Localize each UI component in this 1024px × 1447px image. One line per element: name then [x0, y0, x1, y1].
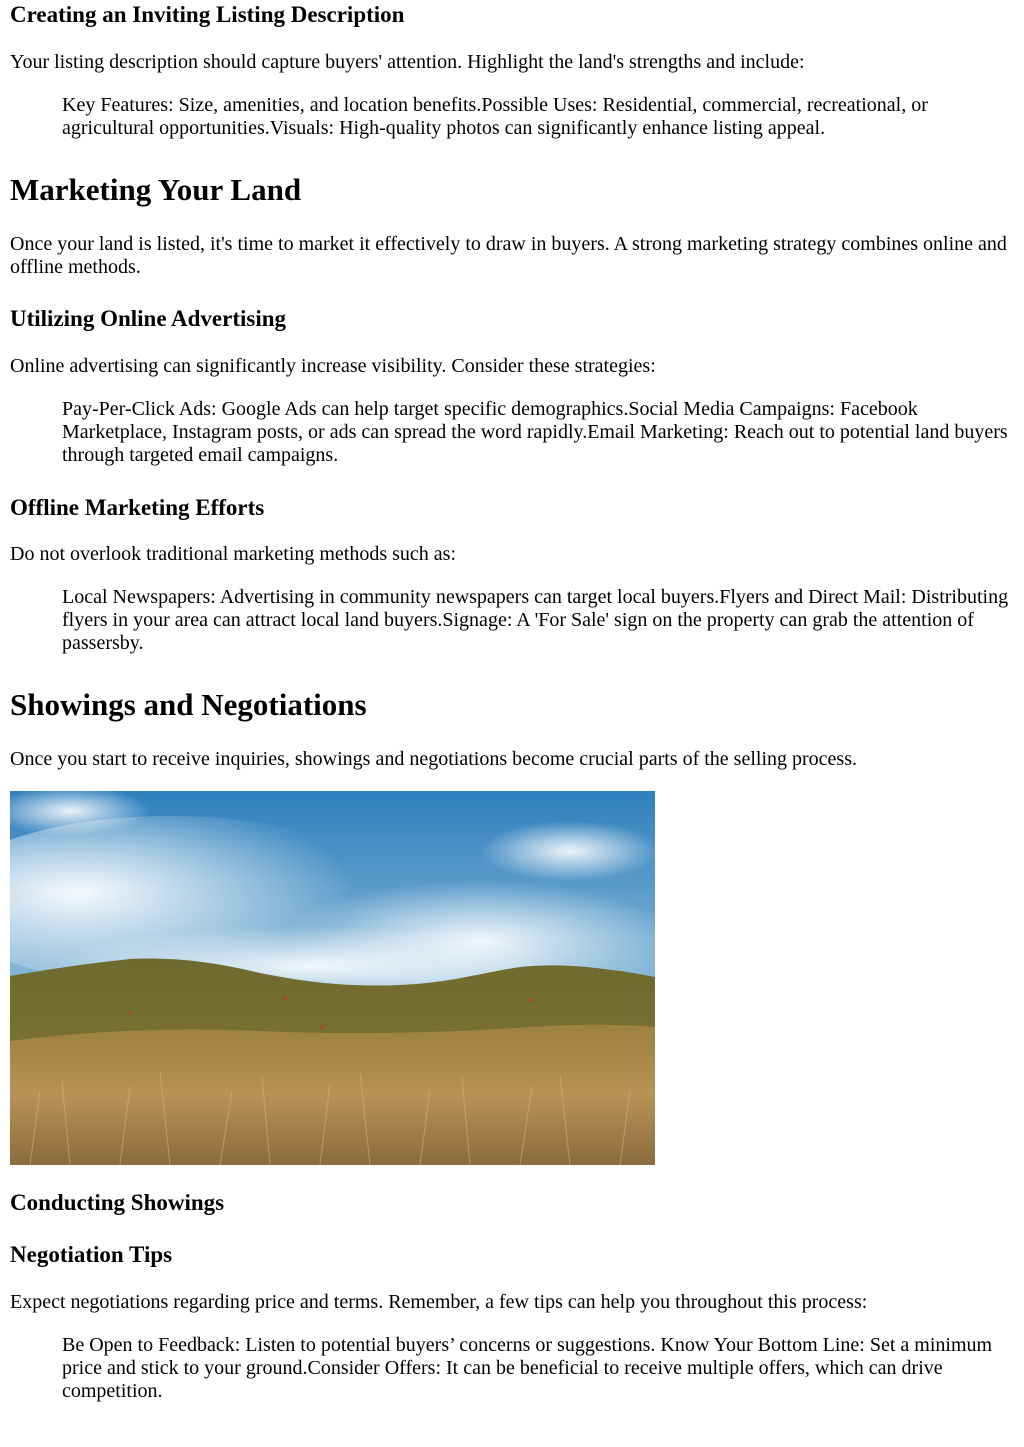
heading-creating-listing: Creating an Inviting Listing Description — [10, 2, 405, 27]
paragraph-marketing: Once your land is listed, it's time to market it effectively to draw in buyers. A strong marketing strategy combines online and offline methods. — [10, 233, 1007, 278]
paragraph-negotiation-tips: Expect negotiations regarding price and terms. Remember, a few tips can help you throughout this process: — [10, 1291, 868, 1313]
grass-field — [10, 1025, 655, 1165]
paragraph-online-advertising: Online advertising can significantly increase visibility. Consider these strategies: — [10, 355, 656, 377]
heading-marketing: Marketing Your Land — [10, 172, 302, 207]
heading-showings: Showings and Negotiations — [10, 687, 367, 722]
article — [0, 1, 1024, 1403]
list-creating-listing: Key Features: Size, amenities, and location benefits.Possible Uses: Residential, commercial, recreational, or agricultural opportunities.Visuals: High-quality photos can significantly enhance listing appeal. — [62, 94, 928, 139]
heading-online-advertising: Utilizing Online Advertising — [10, 306, 287, 331]
paragraph-showings: Once you start to receive inquiries, showings and negotiations become crucial parts of the selling process. — [10, 748, 857, 770]
list-online-advertising: Pay-Per-Click Ads: Google Ads can help target specific demographics.Social Media Campaigns: Facebook Marketplace, Instagram posts, or ads can spread the word rapidly.Email Marketing: Reach out to potential land buyers through targeted email campaigns. — [62, 398, 1008, 466]
list-offline-marketing: Local Newspapers: Advertising in community newspapers can target local buyers.Flyers and Direct Mail: Distributing flyers in your area can attract local land buyers.Signage: A 'For Sale' sign on the property can grab the attention of passersby. — [62, 586, 1009, 654]
paragraph-creating-listing: Your listing description should capture buyers' attention. Highlight the land's strengths and include: — [10, 51, 805, 73]
list-negotiation-tips: Be Open to Feedback: Listen to potential buyers’ concerns or suggestions. Know Your Bottom Line: Set a minimum price and stick to your ground.Consider Offers: It can be beneficial to receive multiple offers, which can drive competition. — [62, 1334, 993, 1402]
heading-offline-marketing: Offline Marketing Efforts — [10, 495, 265, 520]
paragraph-offline-marketing: Do not overlook traditional marketing methods such as: — [10, 543, 457, 565]
landscape-image — [10, 791, 655, 1165]
heading-negotiation-tips: Negotiation Tips — [10, 1242, 173, 1267]
heading-conducting-showings: Conducting Showings — [10, 1190, 225, 1215]
